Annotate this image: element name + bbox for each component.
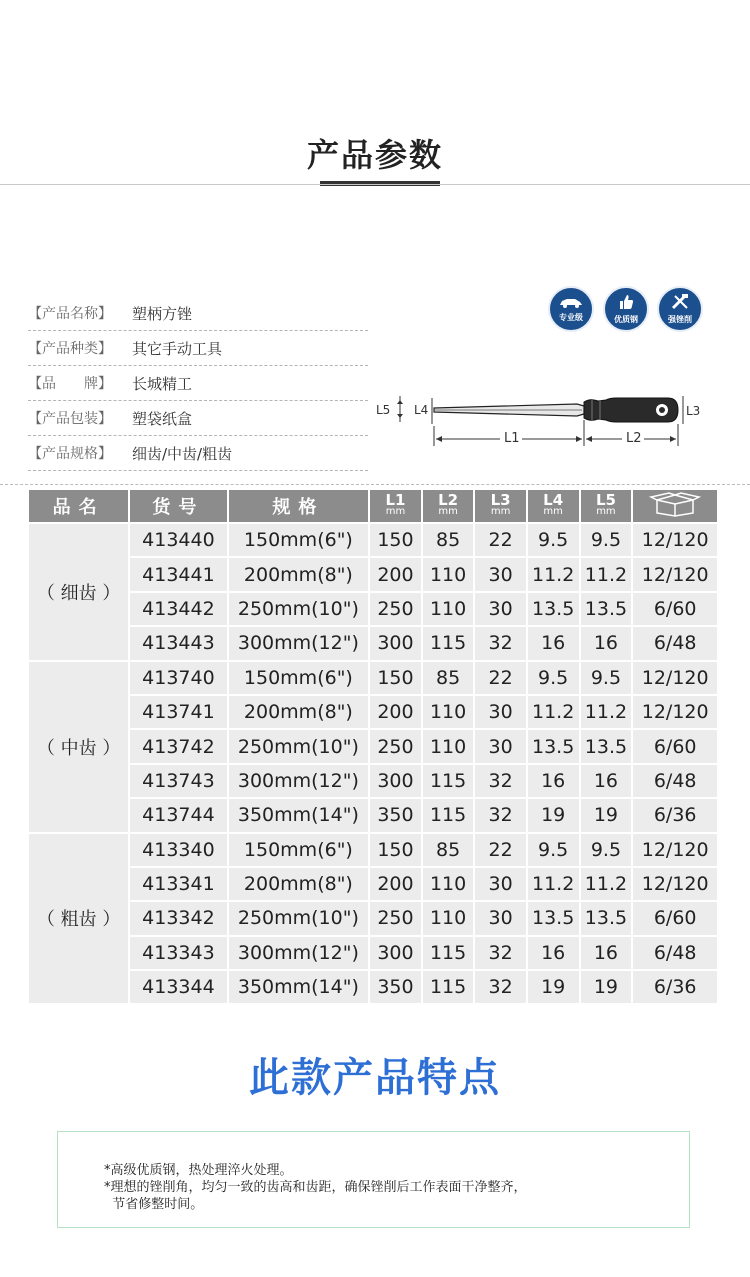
info-label: 【产品种类】 [28, 341, 112, 357]
cell-l2: 110 [423, 593, 474, 625]
cell-spec: 200mm(8") [229, 868, 369, 900]
cell-packing: 6/48 [633, 937, 717, 969]
cell-l4: 11.2 [528, 696, 579, 728]
cell-l1: 150 [370, 662, 421, 694]
cell-code: 413343 [130, 937, 226, 969]
cell-l1: 200 [370, 558, 421, 590]
feature-line: *高级优质钢，热处理淬火处理。 [104, 1163, 293, 1178]
cell-spec: 300mm(12") [229, 765, 369, 797]
feature-line: *理想的锉削角，均匀一致的齿高和齿距，确保锉削后工作表面干净整齐， [104, 1180, 527, 1195]
cell-l3: 30 [475, 730, 525, 762]
table-row [29, 868, 717, 900]
cell-packing: 6/60 [633, 730, 717, 762]
features-title: 此款产品特点 [249, 1055, 501, 1101]
header-spec: 规格 [229, 490, 369, 522]
product-info-list [28, 296, 368, 471]
info-value: 细齿/中齿/粗齿 [132, 444, 233, 463]
cell-l1: 300 [370, 765, 421, 797]
header-l1-text: L1 [385, 491, 406, 509]
cell-spec: 250mm(10") [229, 730, 369, 762]
cell-code: 413740 [130, 662, 226, 694]
cell-spec: 300mm(12") [229, 627, 369, 659]
cell-l2: 85 [423, 662, 474, 694]
cell-code: 413741 [130, 696, 226, 728]
cell-code: 413441 [130, 558, 226, 590]
info-row-package [28, 401, 368, 436]
cell-l3: 32 [475, 971, 525, 1003]
header-l3-text: L3 [490, 491, 511, 509]
badge-label: 专业级 [559, 313, 583, 322]
header-l5 [581, 490, 632, 522]
cell-code: 413344 [130, 971, 226, 1003]
header-l5-text: L5 [595, 491, 616, 509]
cell-l4: 9.5 [528, 662, 579, 694]
cell-l2: 85 [423, 834, 474, 866]
header-code: 货号 [130, 490, 226, 522]
cell-l5: 16 [581, 765, 632, 797]
cell-l5: 16 [581, 937, 632, 969]
cell-l2: 115 [423, 765, 474, 797]
cell-l5: 9.5 [581, 834, 632, 866]
cell-spec: 350mm(14") [229, 799, 369, 831]
badge-professional [548, 286, 594, 332]
cell-l3: 30 [475, 593, 525, 625]
table-row [29, 558, 717, 590]
info-value: 塑柄方锉 [132, 304, 193, 323]
table-row [29, 696, 717, 728]
thumbs-up-icon [618, 294, 634, 313]
cell-l3: 30 [475, 696, 525, 728]
cell-packing: 12/120 [633, 696, 717, 728]
label-l4: L4 [414, 403, 429, 417]
cell-l4: 16 [528, 765, 579, 797]
cell-packing: 6/60 [633, 902, 717, 934]
label-l3: L3 [686, 404, 701, 418]
cell-l4: 11.2 [528, 868, 579, 900]
cell-l2: 110 [423, 730, 474, 762]
badge-quality-steel [603, 286, 649, 332]
table-row [29, 627, 717, 659]
cell-l5: 13.5 [581, 730, 632, 762]
header-l3 [475, 490, 525, 522]
cell-l5: 9.5 [581, 524, 632, 556]
cell-code: 413341 [130, 868, 226, 900]
header-unit: mm [438, 506, 458, 517]
group-name-cell: （ 细齿 ） [29, 524, 128, 660]
table-separator [0, 484, 750, 485]
info-row-name [28, 296, 368, 331]
label-l1: L1 [504, 431, 520, 446]
cell-code: 413743 [130, 765, 226, 797]
cell-l3: 30 [475, 902, 525, 934]
car-icon [558, 295, 584, 311]
info-value: 其它手动工具 [132, 339, 223, 358]
cell-l1: 200 [370, 696, 421, 728]
cell-code: 413440 [130, 524, 226, 556]
info-label: 【产品规格】 [28, 446, 112, 462]
cell-l2: 110 [423, 902, 474, 934]
cell-l2: 115 [423, 971, 474, 1003]
cell-l3: 30 [475, 558, 525, 590]
header-unit: mm [385, 506, 406, 517]
table-row [29, 937, 717, 969]
info-row-spec [28, 436, 368, 471]
spec-table [27, 488, 719, 1005]
cell-l5: 11.2 [581, 868, 632, 900]
cell-packing: 6/48 [633, 765, 717, 797]
table-header-row [29, 490, 717, 522]
cell-l1: 150 [370, 834, 421, 866]
badge-label: 强锉削 [668, 314, 692, 324]
cell-l2: 110 [423, 558, 474, 590]
cell-packing: 12/120 [633, 834, 717, 866]
cell-code: 413442 [130, 593, 226, 625]
header-packing [633, 490, 717, 522]
table-row [29, 524, 717, 556]
cell-packing: 12/120 [633, 868, 717, 900]
cell-code: 413443 [130, 627, 226, 659]
cell-spec: 150mm(6") [229, 524, 369, 556]
table-row [29, 902, 717, 934]
cell-packing: 12/120 [633, 662, 717, 694]
cell-l3: 30 [475, 868, 525, 900]
header-unit: mm [543, 506, 563, 517]
header-l2-text: L2 [438, 491, 459, 509]
cell-packing: 6/48 [633, 627, 717, 659]
cell-l1: 300 [370, 937, 421, 969]
table-body [29, 524, 717, 1003]
cell-l4: 9.5 [528, 524, 579, 556]
cell-l4: 16 [528, 627, 579, 659]
cell-l4: 9.5 [528, 834, 579, 866]
info-label: 【产品包装】 [28, 411, 112, 427]
header-name: 品名 [29, 490, 128, 522]
cell-code: 413340 [130, 834, 226, 866]
cell-l5: 13.5 [581, 902, 632, 934]
cell-l2: 115 [423, 627, 474, 659]
feature-line: 节省修整时间。 [104, 1197, 204, 1212]
cell-spec: 250mm(10") [229, 902, 369, 934]
cell-l5: 11.2 [581, 558, 632, 590]
cell-l3: 22 [475, 662, 525, 694]
cell-spec: 300mm(12") [229, 937, 369, 969]
cell-l5: 19 [581, 971, 632, 1003]
cell-l1: 300 [370, 627, 421, 659]
cell-l3: 32 [475, 799, 525, 831]
cell-l3: 32 [475, 627, 525, 659]
cell-l3: 32 [475, 765, 525, 797]
table-row [29, 834, 717, 866]
cell-l1: 350 [370, 799, 421, 831]
cell-spec: 200mm(8") [229, 696, 369, 728]
cell-l4: 13.5 [528, 730, 579, 762]
cell-l1: 350 [370, 971, 421, 1003]
info-label: 【品 牌】 [28, 376, 112, 392]
header-l2 [423, 490, 474, 522]
table-row [29, 730, 717, 762]
badge-strong-filing [657, 286, 703, 332]
file-dimension-diagram [372, 384, 701, 454]
cell-l4: 11.2 [528, 558, 579, 590]
cell-packing: 6/36 [633, 799, 717, 831]
section-title: 产品参数 [306, 136, 443, 174]
cell-l2: 115 [423, 799, 474, 831]
cell-packing: 12/120 [633, 524, 717, 556]
cell-l1: 250 [370, 730, 421, 762]
cell-l2: 85 [423, 524, 474, 556]
info-value: 塑袋纸盒 [132, 409, 193, 428]
cell-l5: 19 [581, 799, 632, 831]
box-icon [647, 501, 703, 520]
header-l4 [528, 490, 579, 522]
cell-l5: 11.2 [581, 696, 632, 728]
cell-l3: 32 [475, 937, 525, 969]
cell-l3: 22 [475, 524, 525, 556]
header-unit: mm [596, 506, 616, 517]
cell-spec: 200mm(8") [229, 558, 369, 590]
label-l5: L5 [376, 403, 391, 417]
cell-spec: 150mm(6") [229, 834, 369, 866]
cell-l2: 110 [423, 868, 474, 900]
header-l4-text: L4 [543, 491, 564, 509]
cell-code: 413744 [130, 799, 226, 831]
cell-l4: 13.5 [528, 593, 579, 625]
cell-packing: 12/120 [633, 558, 717, 590]
table-row [29, 662, 717, 694]
cell-code: 413742 [130, 730, 226, 762]
cell-l5: 13.5 [581, 593, 632, 625]
cell-l3: 22 [475, 834, 525, 866]
info-value: 长城精工 [132, 374, 193, 393]
cell-l5: 16 [581, 627, 632, 659]
cell-packing: 6/60 [633, 593, 717, 625]
cell-l4: 16 [528, 937, 579, 969]
cell-l1: 250 [370, 593, 421, 625]
features-box [57, 1131, 690, 1228]
cell-l2: 110 [423, 696, 474, 728]
cell-l5: 9.5 [581, 662, 632, 694]
label-l2: L2 [626, 431, 642, 446]
table-row [29, 593, 717, 625]
cell-spec: 250mm(10") [229, 593, 369, 625]
cell-l1: 250 [370, 902, 421, 934]
group-name-cell: （ 粗齿 ） [29, 834, 128, 1004]
cell-l2: 115 [423, 937, 474, 969]
table-row [29, 765, 717, 797]
header-l1 [370, 490, 421, 522]
cell-l1: 200 [370, 868, 421, 900]
cell-l4: 19 [528, 971, 579, 1003]
cell-l4: 19 [528, 799, 579, 831]
cell-spec: 350mm(14") [229, 971, 369, 1003]
cell-l4: 13.5 [528, 902, 579, 934]
info-row-category [28, 331, 368, 366]
cell-packing: 6/36 [633, 971, 717, 1003]
tools-icon [671, 294, 689, 313]
divider-line [0, 184, 750, 185]
info-row-brand [28, 366, 368, 401]
info-label: 【产品名称】 [28, 306, 112, 322]
table-row [29, 971, 717, 1003]
cell-l1: 150 [370, 524, 421, 556]
table-row [29, 799, 717, 831]
cell-code: 413342 [130, 902, 226, 934]
group-name-cell: （ 中齿 ） [29, 662, 128, 832]
cell-spec: 150mm(6") [229, 662, 369, 694]
badge-label: 优质钢 [614, 314, 638, 324]
header-unit: mm [490, 506, 511, 517]
